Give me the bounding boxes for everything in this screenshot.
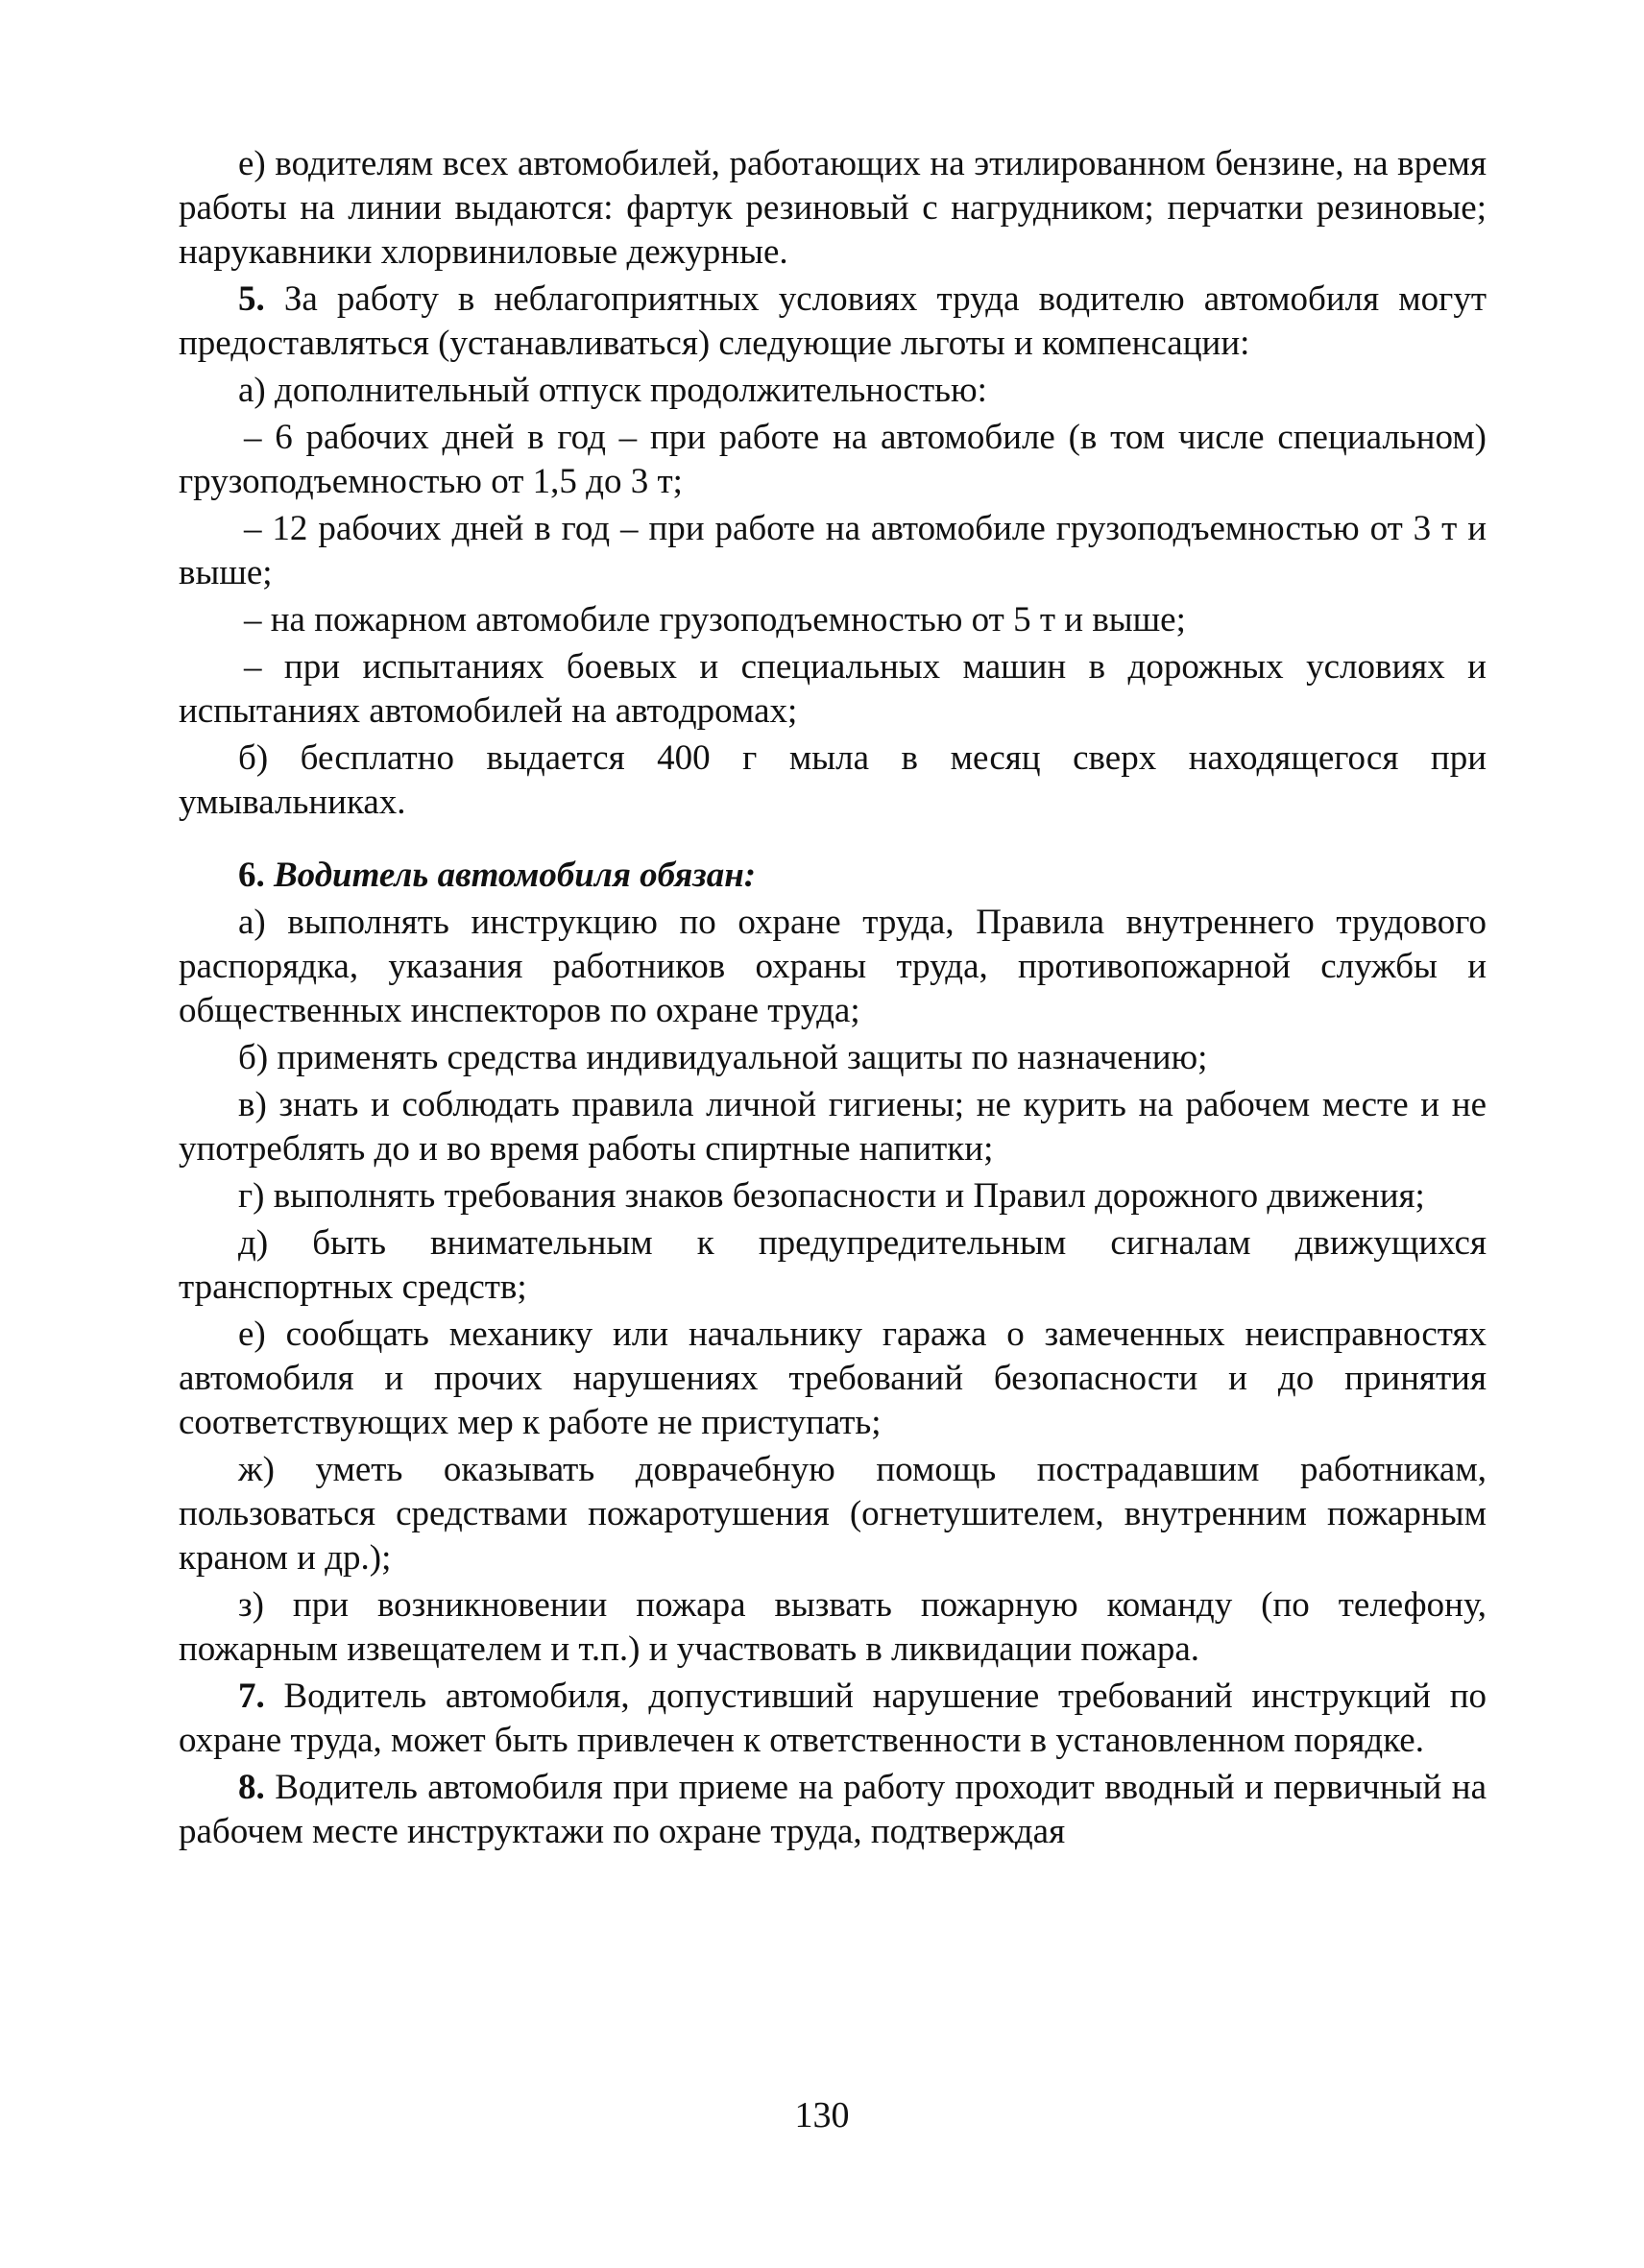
paragraph [179,1174,1487,1218]
list-item [179,416,1487,504]
paragraph [179,1766,1487,1854]
paragraph [179,1675,1487,1763]
list-item-text: – при испытаниях боевых и специальных машин в дорожных условиях и испытаниях автомобилей на автодромах; [179,647,1487,731]
paragraph-text: Водитель автомобиля при приеме на работу проходит вводный и первичный на рабочем месте инструктажи по охране труда, подтверждая [179,1768,1487,1851]
list-item-text: – 6 рабочих дней в год – при работе на автомобиле (в том числе специальном) грузоподъемностью от 1,5 до 3 т; [179,418,1487,501]
paragraph-text: б) применять средства индивидуальной защиты по назначению; [238,1038,1208,1077]
paragraph-text: г) выполнять требования знаков безопасности и Правил дорожного движения; [238,1176,1425,1216]
paragraph-number: 8. [238,1768,265,1807]
paragraph-text: Водитель автомобиля, допустивший нарушение требований инструкций по охране труда, может быть привлечен к ответственности в установленном порядке. [179,1677,1487,1760]
page-body [179,142,1487,1857]
paragraph-text: б) бесплатно выдается 400 г мыла в месяц сверх находящегося при умывальниках. [179,738,1487,822]
paragraph-text: в) знать и соблюдать правила личной гигиены; не курить на рабочем месте и не употреблять до и во время работы спиртные напитки; [179,1085,1487,1169]
paragraph-text: ж) уметь оказывать доврачебную помощь пострадавшим работникам, пользоваться средствами пожаротушения (огнетушителем, внутренним пожарным краном и др.); [179,1450,1487,1578]
section-heading-text: Водитель автомобиля обязан: [274,856,757,895]
paragraph [179,1313,1487,1445]
paragraph-text: е) сообщать механику или начальнику гаража о замеченных неисправностях автомобиля и прочих нарушениях требований безопасности и до принятия соответствующих мер к работе не приступать; [179,1315,1487,1442]
paragraph [179,277,1487,366]
list-item [179,507,1487,595]
section-number: 6. [238,856,265,895]
paragraph-text: а) дополнительный отпуск продолжительностью: [238,371,987,410]
paragraph [179,1448,1487,1580]
paragraph-text: д) быть внимательным к предупредительным сигналам движущихся транспортных средств; [179,1223,1487,1307]
list-item-text: – 12 рабочих дней в год – при работе на автомобиле грузоподъемностью от 3 т и выше; [179,509,1487,592]
paragraph [179,1583,1487,1672]
paragraph [179,1083,1487,1171]
paragraph [179,142,1487,275]
list-item-text: – на пожарном автомобиле грузоподъемностью от 5 т и выше; [244,600,1186,639]
paragraph [179,1221,1487,1310]
paragraph-text: е) водителям всех автомобилей, работающих на этилированном бензине, на время работы на линии выдаются: фартук резиновый с нагрудником; перчатки резиновые; нарукавники хлорвиниловые дежурные. [179,144,1487,272]
list-item [179,645,1487,734]
paragraph [179,369,1487,413]
paragraph-text: За работу в неблагоприятных условиях труда водителю автомобиля могут предоставляться (устанавливаться) следующие льготы и компенсации: [179,279,1487,363]
paragraph [179,736,1487,825]
list-item [179,598,1487,642]
paragraph [179,901,1487,1033]
paragraph-number: 5. [238,279,265,319]
paragraph-number: 7. [238,1677,265,1716]
paragraph-text: а) выполнять инструкцию по охране труда, Правила внутреннего трудового распорядка, указания работников охраны труда, противопожарной службы и общественных инспекторов по охране труда; [179,903,1487,1030]
page-number: 130 [794,2095,850,2135]
paragraph-text: з) при возникновении пожара вызвать пожарную команду (по телефону, пожарным извещателем и т.п.) и участвовать в ликвидации пожара. [179,1585,1487,1669]
section-heading [179,854,1487,898]
paragraph [179,1036,1487,1080]
